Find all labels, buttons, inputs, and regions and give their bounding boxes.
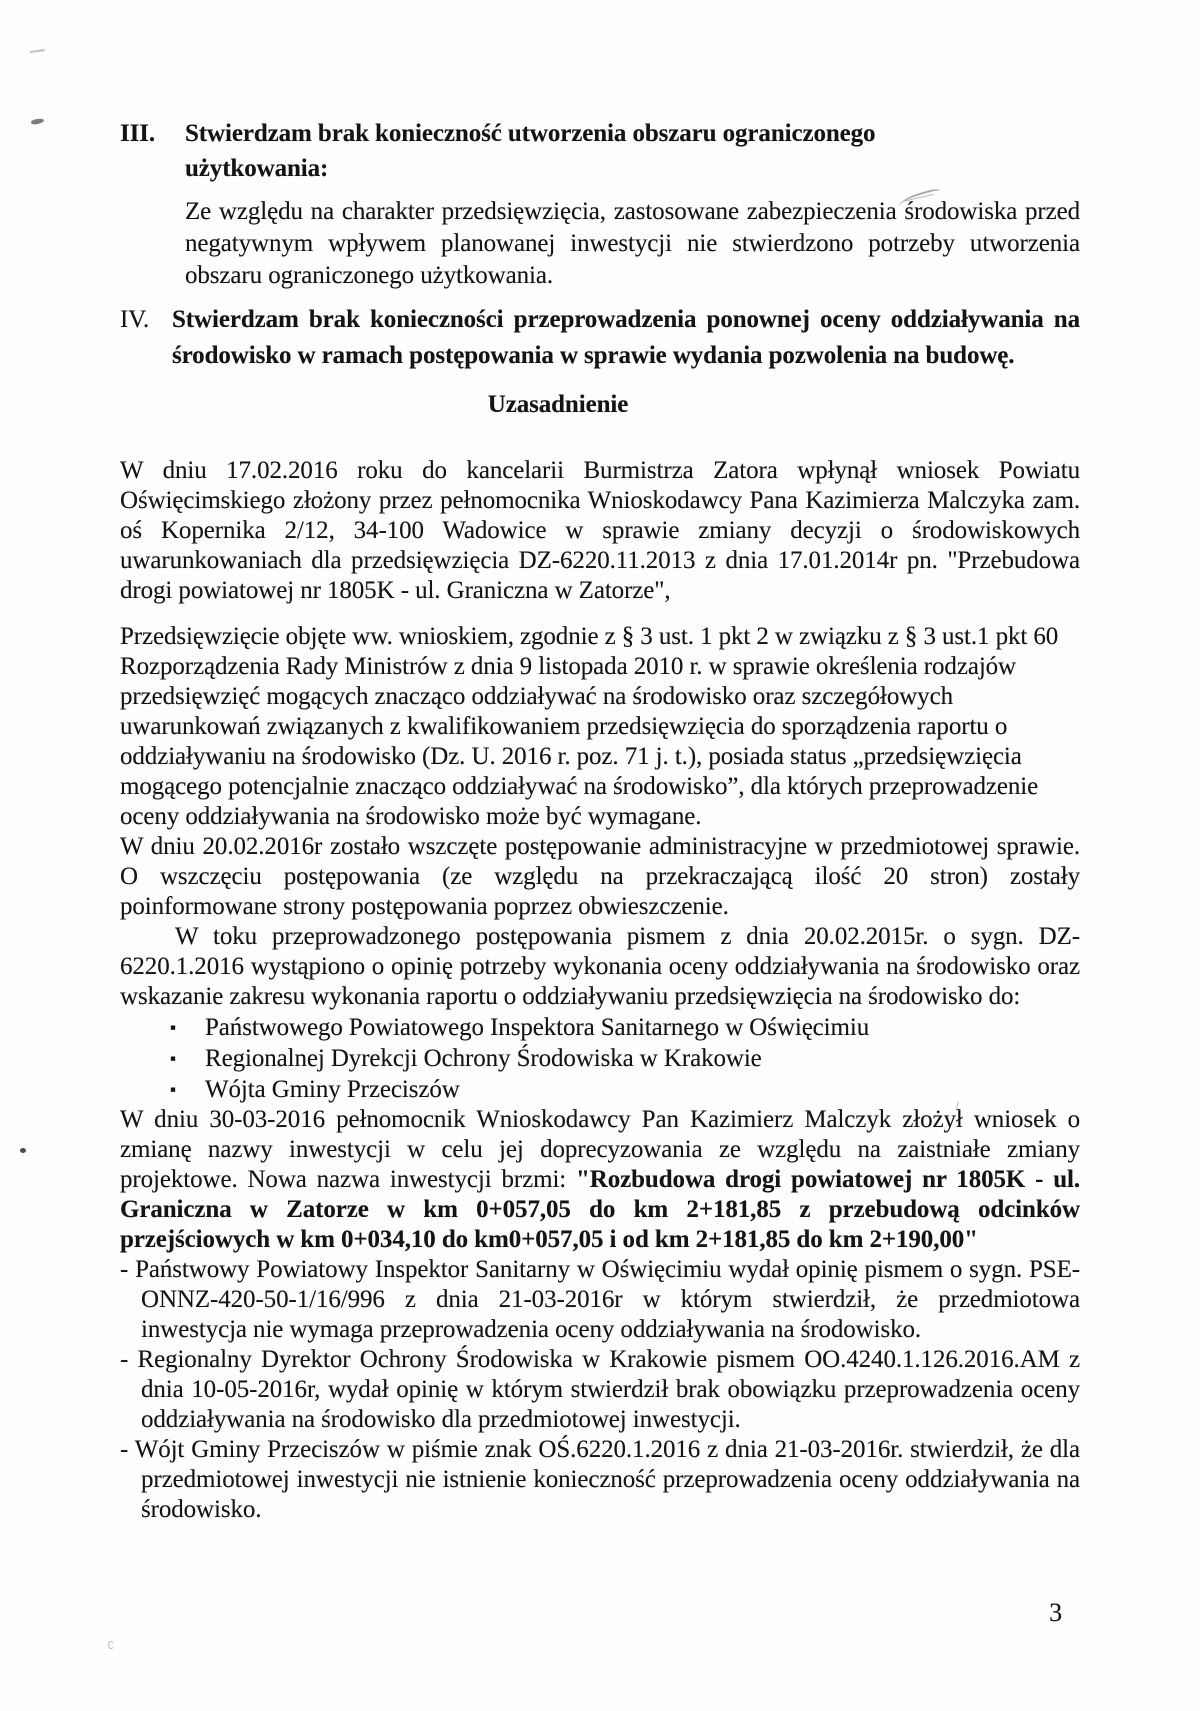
section-iv-content [172, 302, 1080, 374]
square-bullet-icon: ▪ [170, 1018, 176, 1037]
opinion-sanitary-inspector: - Państwowy Powiatowy Inspektor Sanitarny w Oświęcimiu wydał opinię pismem o sygn. PSE-ONNZ-420-50-1/16/996 z dnia 21-03-2016r w którym stwierdził, że przedmiotowa inwestycja nie wymaga przeprowadzenia oceny oddziaływania na środowisko. [120, 1256, 1080, 1343]
section-iii [120, 116, 1080, 292]
square-bullet-icon: ▪ [170, 1080, 176, 1099]
section-iii-body: Ze względu na charakter przedsięwzięcia, zastosowane zabezpieczenia środowiska przed negatywnym wpływem planowanej inwestycji nie stwierdzono potrzeby utworzenia obszaru ograniczonego użytkowania. [185, 198, 1080, 289]
page-number: 3 [1049, 1598, 1062, 1627]
authority-name: Państwowego Powiatowego Inspektora Sanitarnego w Oświęcimiu [205, 1014, 870, 1041]
section-iv-numeral: IV. [120, 306, 150, 333]
new-investment-name: "Rozbudowa drogi powiatowej nr 1805K - ul. Graniczna w Zatorze w km 0+057,05 do km 2+181,85 z przebudową odcinków przejściowych w km 0+034,10 do km0+057,05 i od km 2+181,85 do km 2+190,00" [120, 1166, 1080, 1253]
scan-artifact [20, 1148, 26, 1153]
section-iii-numeral: III. [120, 120, 156, 147]
paragraph-application: W dniu 17.02.2016 roku do kancelarii Burmistrza Zatora wpłynął wniosek Powiatu Oświęcimskiego złożony przez pełnomocnika Wnioskodawcy Pana Kazimierza Malczyka zam. oś Kopernika 2/12, 34-100 Wadowice w sprawie zmiany decyzji o środowiskowych uwarunkowaniach dla przedsięwzięcia DZ-6220.11.2013 z dnia 17.01.2014r pn. "Przebudowa drogi powiatowej nr 1805K - ul. Graniczna w Zatorze", [120, 457, 1080, 604]
square-bullet-icon: ▪ [170, 1049, 176, 1068]
list-item [120, 1043, 1080, 1074]
paragraph-regulation: Przedsięwzięcie objęte ww. wnioskiem, zgodnie z § 3 ust. 1 pkt 2 w związku z § 3 ust.1 pkt 60 Rozporządzenia Rady Ministrów z dnia 9 listopada 2010 r. w sprawie określenia rodzajów przedsięwzięć mogących znacząco oddziaływać na środowisko oraz szczegółowych uwarunkowań związanych z kwalifikowaniem przedsięwzięcia do sporządzenia raportu o oddziaływaniu na środowisko (Dz. U. 2016 r. poz. 71 j. t.), posiada status „przedsięwzięcia mogącego potencjalnie znacząco oddziaływać na środowisko”, dla których przeprowadzenie oceny oddziaływania na środowisko może być wymagane. [120, 623, 1059, 830]
section-iii-content [185, 116, 1080, 292]
section-iii-heading: Stwierdzam brak konieczność utworzenia obszaru ograniczonego użytkowania: [185, 120, 876, 182]
paragraph-opinion-request: W toku przeprowadzonego postępowania pismem z dnia 20.02.2015r. o sygn. DZ-6220.1.2016 wystąpiono o opinię potrzeby wykonania oceny oddziaływania na środowisko oraz wskazanie zakresu wykonania raportu o oddziaływaniu przedsięwzięcia na środowisko do: [120, 923, 1080, 1010]
authority-name: Wójta Gminy Przeciszów [205, 1076, 460, 1103]
justification-title: Uzasadnienie [487, 391, 629, 418]
authorities-list [120, 1012, 1080, 1105]
list-item [120, 1074, 1080, 1105]
scan-artifact [31, 118, 45, 126]
authority-name: Regionalnej Dyrekcji Ochrony Środowiska w Krakowie [205, 1045, 762, 1072]
section-iv [120, 302, 1080, 374]
list-item [120, 1012, 1080, 1043]
opinion-commune-head: - Wójt Gminy Przeciszów w piśmie znak OŚ.6220.1.2016 z dnia 21-03-2016r. stwierdził, że dla przedmiotowej inwestycji nie istnienie konieczność przeprowadzenia oceny oddziaływania na środowisko. [120, 1436, 1080, 1523]
scan-artifact [30, 49, 46, 56]
paragraph-name-change [120, 1105, 1080, 1255]
document-content [120, 116, 1080, 1525]
scan-artifact [108, 1641, 114, 1649]
paragraph-proceedings-start: W dniu 20.02.2016r zostało wszczęte postępowanie administracyjne w przedmiotowej sprawie. O wszczęciu postępowania (ze względu na przekraczającą ilość 20 stron) zostały poinformowane strony postępowania poprzez obwieszczenie. [120, 833, 1080, 920]
name-change-intro: W dniu 30-03-2016 pełnomocnik Wnioskodawcy Pan Kazimierz Malczyk złożył wniosek o zmianę nazwy inwestycji w celu jej doprecyzowania ze względu na zaistniałe zmiany projektowe. Nowa nazwa inwestycji brzmi: [120, 1106, 1080, 1193]
opinion-environment-director: - Regionalny Dyrektor Ochrony Środowiska w Krakowie pismem OO.4240.1.126.2016.AM z dnia 10-05-2016r, wydał opinię w którym stwierdził brak obowiązku przeprowadzenia oceny oddziaływania na środowisko dla przedmiotowej inwestycji. [120, 1346, 1080, 1433]
section-iv-heading: Stwierdzam brak konieczności przeprowadzenia ponownej oceny oddziaływania na środowisko w ramach postępowania w sprawie wydania pozwolenia na budowę. [172, 306, 1080, 369]
